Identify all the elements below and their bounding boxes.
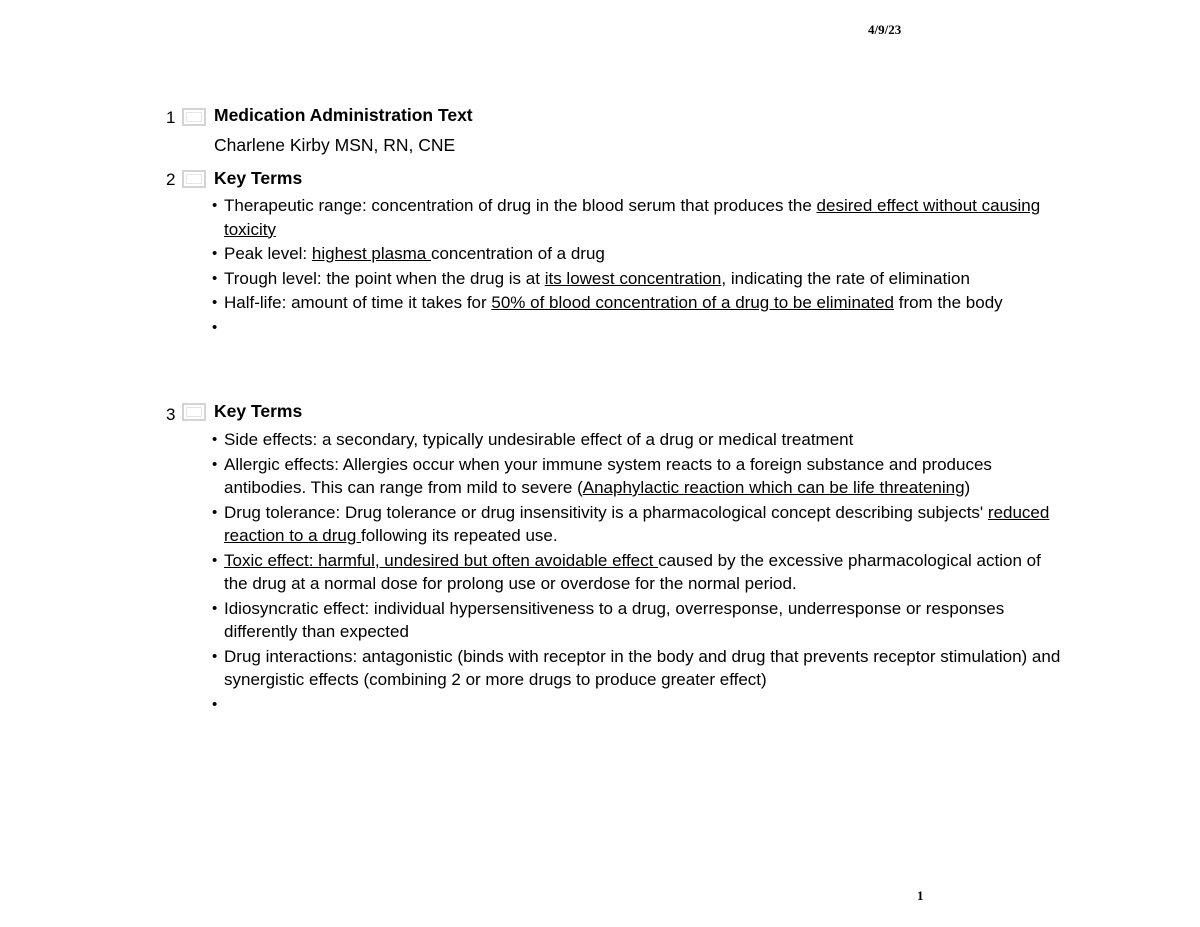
- slide-number: 2: [166, 170, 176, 189]
- bullet-item-empty: [212, 693, 1062, 717]
- slide-subtitle: Charlene Kirby MSN, RN, CNE: [214, 135, 456, 155]
- bullet-list: [212, 194, 1062, 340]
- bullet-item: • Half-life: amount of time it takes for 50% of blood concentration of a drug to be eliminated from the body: [212, 291, 1062, 315]
- bullet-item: • Toxic effect: harmful, undesired but often avoidable effect caused by the excessive pharmacological action of the drug at a normal dose for prolong use or overdose for the normal period.: [212, 549, 1062, 596]
- bullet-item-empty: [212, 316, 1062, 340]
- bullet-item: • Allergic effects: Allergies occur when your immune system reacts to a foreign substance and produces antibodies. This can range from mild to severe (Anaphylactic reaction which can be life threatening): [212, 453, 1062, 500]
- bullet-list: [212, 428, 1062, 717]
- page-number: 1: [917, 888, 924, 903]
- bullet-item: • Therapeutic range: concentration of drug in the blood serum that produces the desired effect without causing toxicity: [212, 194, 1062, 241]
- slide-title: Key Terms: [214, 168, 303, 188]
- bullet-item: • Peak level: highest plasma concentration of a drug: [212, 242, 1062, 266]
- bullet-item: • Side effects: a secondary, typically undesirable effect of a drug or medical treatment: [212, 428, 1062, 452]
- bullet-item: • Trough level: the point when the drug is at its lowest concentration, indicating the rate of elimination: [212, 267, 1062, 291]
- slide-number: 1: [166, 108, 176, 127]
- slide-title: Key Terms: [214, 401, 303, 421]
- bullet-item: • Idiosyncratic effect: individual hypersensitiveness to a drug, overresponse, underresponse or responses differently than expected: [212, 597, 1062, 644]
- slide-thumbnail-icon[interactable]: [182, 170, 206, 188]
- slide-thumbnail-icon[interactable]: [182, 108, 206, 126]
- slide-number: 3: [166, 405, 176, 424]
- page-date: 4/9/23: [868, 22, 902, 37]
- bullet-item: • Drug tolerance: Drug tolerance or drug insensitivity is a pharmacological concept describing subjects' reduced reaction to a drug following its repeated use.: [212, 501, 1062, 548]
- slide-thumbnail-icon[interactable]: [182, 403, 206, 421]
- bullet-item: • Drug interactions: antagonistic (binds with receptor in the body and drug that prevents receptor stimulation) and synergistic effects (combining 2 or more drugs to produce greater effect): [212, 645, 1062, 692]
- slide-title: Medication Administration Text: [214, 105, 473, 125]
